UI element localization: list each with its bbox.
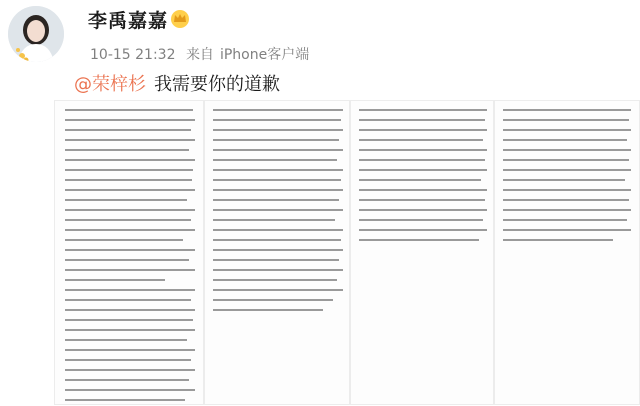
letter-page-1-text-lines [55,101,205,406]
letter-page-4-text-lines [495,101,640,406]
post-meta [90,44,315,64]
post-source[interactable]: iPhone客户端 [219,47,310,63]
username[interactable]: 李禹嘉嘉 [88,10,169,32]
post-time[interactable]: 10-15 21:32 [90,47,176,63]
letter-page-2[interactable] [204,100,350,405]
mention-link[interactable]: @荣梓杉 [74,74,146,95]
letter-page-3[interactable] [350,100,494,405]
post-header [0,0,640,68]
post-body-text: 我需要你的道歉 [154,74,280,95]
letter-page-4[interactable] [494,100,640,405]
letter-page-3-text-lines [351,101,495,406]
letter-page-1[interactable] [54,100,204,405]
post-content [74,70,280,96]
crown-vip-icon[interactable] [170,9,190,29]
source-prefix: 来自 [185,47,214,63]
avatar[interactable] [8,6,64,62]
avatar-image [8,6,64,62]
image-gallery [54,100,640,405]
letter-page-2-text-lines [205,101,351,406]
